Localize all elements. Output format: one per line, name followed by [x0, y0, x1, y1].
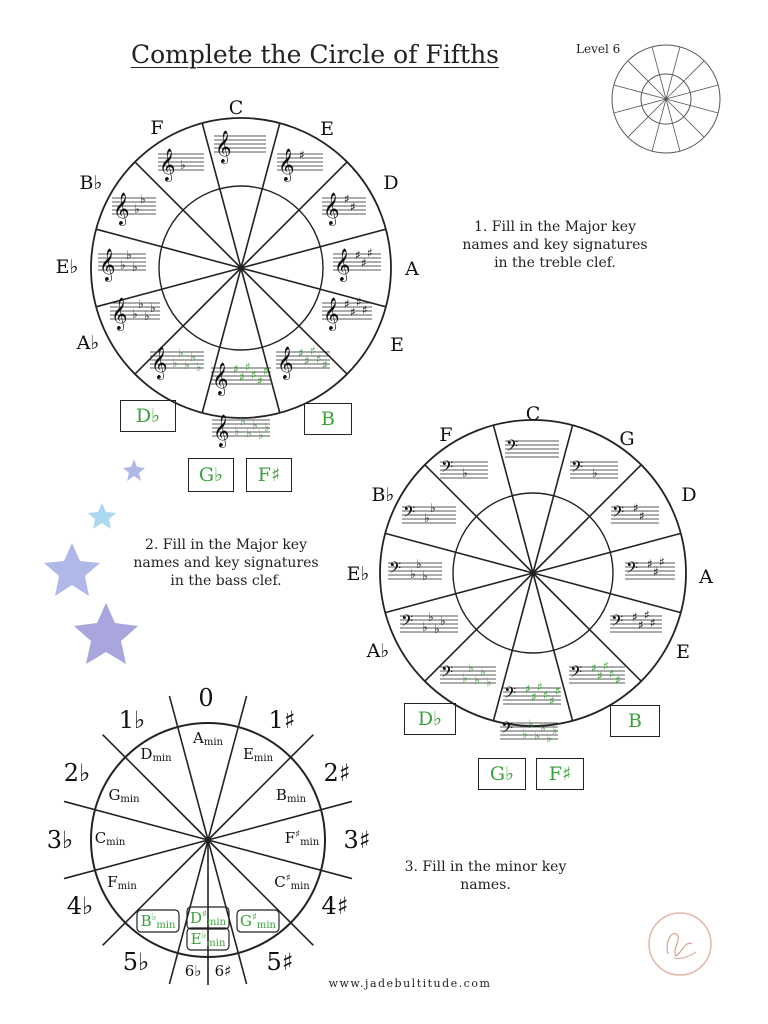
- svg-text:♯: ♯: [233, 362, 239, 376]
- mini-circle-diagram: [608, 43, 724, 159]
- svg-text:♭: ♭: [428, 610, 434, 624]
- svg-text:♭: ♭: [522, 727, 528, 741]
- key-signature: [110, 297, 160, 331]
- svg-text:♯: ♯: [653, 565, 659, 579]
- instruction-3: 3. Fill in the minor key names.: [404, 859, 567, 893]
- treble-clef-icon: 𝄞: [277, 346, 294, 379]
- key-label: A♭: [76, 332, 100, 354]
- key-signature: [112, 192, 156, 226]
- svg-text:♯: ♯: [239, 370, 245, 384]
- key-signature: [150, 346, 204, 380]
- minor-key-label: Fmin: [107, 873, 137, 892]
- answer-box-b: B: [304, 403, 352, 435]
- svg-text:♭: ♭: [592, 466, 598, 480]
- bass-clef-icon: 𝄢: [441, 663, 454, 685]
- minor-key-label: $E^♭_{min}$: [190, 930, 226, 949]
- key-label: E♭: [55, 256, 79, 278]
- star-icon: [123, 459, 145, 481]
- key-label: F: [439, 424, 453, 446]
- key-label: E: [676, 641, 690, 663]
- key-signature: [440, 661, 496, 689]
- svg-text:♭: ♭: [422, 569, 428, 583]
- key-signature: [440, 458, 488, 480]
- treble-clef-icon: 𝄞: [113, 192, 130, 225]
- accidental-count: 1♯: [268, 706, 296, 734]
- treble-clef-icon: 𝄞: [278, 148, 295, 181]
- minor-key-label: $G^♯_{min}$: [240, 912, 276, 931]
- key-signature: [611, 501, 659, 525]
- accidental-count: 2♯: [323, 759, 351, 787]
- bass-clef-icon: 𝄢: [506, 437, 519, 459]
- answer-box-g-flat-bass: G♭: [478, 758, 526, 790]
- svg-text:♭: ♭: [134, 202, 140, 216]
- slice-divider: [135, 162, 241, 268]
- svg-text:♯: ♯: [355, 248, 361, 262]
- key-signature: [212, 414, 270, 448]
- svg-text:♭: ♭: [546, 731, 552, 745]
- key-signature: [388, 557, 442, 583]
- bass-clef-icon: 𝄢: [611, 612, 624, 634]
- slice-divider: [241, 268, 386, 307]
- bass-clef-icon: 𝄢: [401, 612, 414, 634]
- treble-clef-icon: 𝄞: [334, 248, 351, 281]
- key-signature: [570, 458, 618, 480]
- answer-box-b-bass: B: [610, 705, 660, 737]
- treble-clef-icon: 𝄞: [111, 297, 128, 330]
- slice-divider: [208, 801, 352, 840]
- svg-text:♭: ♭: [552, 723, 558, 737]
- minor-key-label: Bmin: [275, 786, 307, 805]
- bass-clef-icon: 𝄢: [441, 458, 454, 480]
- slice-divider: [64, 801, 208, 840]
- svg-text:♭: ♭: [140, 192, 146, 206]
- key-label: A: [699, 566, 713, 588]
- star-icon: [74, 603, 138, 664]
- svg-text:♯: ♯: [659, 555, 665, 569]
- svg-text:♯: ♯: [531, 690, 537, 704]
- key-label: C: [525, 403, 541, 425]
- svg-text:♭: ♭: [132, 260, 138, 274]
- key-label: A♭: [366, 640, 390, 662]
- svg-text:♭: ♭: [434, 622, 440, 636]
- svg-text:♭: ♭: [410, 567, 416, 581]
- svg-text:♯: ♯: [555, 684, 561, 698]
- svg-text:♯: ♯: [543, 688, 549, 702]
- accidental-count: 3♭: [46, 826, 74, 854]
- key-signature: [505, 437, 559, 459]
- svg-text:♭: ♭: [440, 614, 446, 628]
- svg-text:♭: ♭: [422, 620, 428, 634]
- key-signature: [322, 192, 366, 226]
- svg-text:♭: ♭: [258, 428, 264, 442]
- svg-text:♯: ♯: [367, 246, 373, 260]
- accidental-count: 4♭: [66, 892, 94, 920]
- svg-text:♯: ♯: [322, 358, 328, 372]
- answer-box-f-sharp: F♯: [246, 458, 292, 492]
- svg-text:♯: ♯: [263, 364, 269, 378]
- slice-divider: [64, 840, 208, 879]
- svg-text:♭: ♭: [252, 418, 258, 432]
- bass-clef-icon: 𝄢: [612, 503, 625, 525]
- key-signature: [569, 659, 625, 687]
- key-label: E: [320, 118, 334, 140]
- minor-key-label: Dmin: [140, 745, 172, 764]
- bass-circle: [340, 395, 768, 795]
- svg-text:♯: ♯: [615, 673, 621, 687]
- svg-text:♯: ♯: [344, 192, 350, 206]
- minor-key-label: $F^♯_{min}$: [284, 829, 320, 848]
- svg-text:♭: ♭: [462, 466, 468, 480]
- slice-divider: [241, 268, 280, 413]
- instruction-2: 2. Fill in the Major key names and key signatures in the bass clef.: [133, 537, 319, 589]
- answer-box-d-flat: D♭: [120, 400, 176, 432]
- key-signature: [98, 248, 146, 282]
- svg-text:♯: ♯: [251, 368, 257, 382]
- svg-text:♭: ♭: [486, 675, 492, 689]
- bass-clef-icon: 𝄢: [626, 559, 639, 581]
- svg-text:♭: ♭: [462, 671, 468, 685]
- key-signature: [277, 148, 323, 182]
- svg-text:♯: ♯: [537, 680, 543, 694]
- accidental-count: 5♯: [266, 948, 294, 976]
- svg-text:♭: ♭: [480, 665, 486, 679]
- svg-text:♯: ♯: [350, 305, 356, 319]
- treble-clef-icon: 𝄞: [212, 362, 229, 395]
- svg-text:♯: ♯: [632, 610, 638, 624]
- answer-box-d-flat-bass: D♭: [404, 703, 456, 735]
- svg-text:♭: ♭: [234, 424, 240, 438]
- svg-text:♯: ♯: [257, 374, 263, 388]
- bass-clef-icon: 𝄢: [571, 458, 584, 480]
- bass-clef-icon: 𝄢: [570, 663, 583, 685]
- svg-text:♯: ♯: [245, 360, 251, 374]
- accidental-count: 5♭: [122, 948, 150, 976]
- slice-divider: [208, 696, 247, 840]
- key-signature: [400, 610, 458, 636]
- svg-text:♭: ♭: [430, 501, 436, 515]
- key-signature: [211, 360, 271, 396]
- svg-text:♯: ♯: [609, 667, 615, 681]
- key-label: C: [228, 97, 244, 119]
- svg-text:♯: ♯: [361, 256, 367, 270]
- slice-divider: [241, 123, 280, 268]
- svg-text:♭: ♭: [132, 307, 138, 321]
- svg-text:♭: ♭: [264, 420, 270, 434]
- svg-text:♯: ♯: [344, 297, 350, 311]
- svg-text:♯: ♯: [603, 659, 609, 673]
- treble-clef-icon: 𝄞: [215, 130, 232, 163]
- slice-divider: [533, 425, 573, 573]
- key-signature: [503, 680, 561, 708]
- svg-text:♭: ♭: [144, 309, 150, 323]
- key-label: E: [390, 334, 404, 356]
- svg-text:♭: ♭: [178, 346, 184, 360]
- key-label: G: [619, 428, 635, 450]
- level-label: Level 6: [576, 42, 621, 56]
- key-signature: [402, 501, 456, 525]
- slice-divider: [533, 573, 641, 681]
- treble-clef-icon: 𝄞: [151, 346, 168, 379]
- svg-text:♭: ♭: [416, 557, 422, 571]
- minor-key-label: Gmin: [108, 786, 140, 805]
- key-signature: [158, 148, 204, 182]
- treble-clef-icon: 𝄞: [99, 248, 116, 281]
- accidental-count: 4♯: [321, 892, 349, 920]
- answer-box-f-sharp-bass: F♯: [536, 758, 584, 790]
- svg-text:♯: ♯: [549, 694, 555, 708]
- bass-clef-icon: 𝄢: [504, 684, 517, 706]
- accidental-count: 6♭: [184, 962, 202, 980]
- page-title: Complete the Circle of Fifths: [131, 40, 499, 69]
- key-label: D: [383, 172, 399, 194]
- minor-key-label: $B^♭_{min}$: [140, 912, 176, 931]
- key-signature: [625, 555, 675, 581]
- slice-divider: [169, 696, 208, 840]
- key-signature: [333, 246, 381, 282]
- key-label: B♭: [79, 172, 103, 194]
- minor-key-label: Emin: [242, 745, 274, 764]
- minor-key-label: $D^♯_{min}$: [190, 909, 226, 928]
- svg-text:♭: ♭: [468, 661, 474, 675]
- svg-text:♯: ♯: [525, 682, 531, 696]
- svg-text:♯: ♯: [638, 618, 644, 632]
- svg-text:♯: ♯: [633, 501, 639, 515]
- key-signature: [610, 608, 662, 634]
- svg-text:♯: ♯: [299, 148, 305, 162]
- star-icon: [44, 543, 100, 596]
- svg-text:♯: ♯: [350, 200, 356, 214]
- svg-text:♭: ♭: [240, 414, 246, 428]
- svg-text:♭: ♭: [190, 350, 196, 364]
- slice-divider: [208, 735, 313, 840]
- svg-text:♭: ♭: [424, 511, 430, 525]
- logo-icon: [646, 910, 714, 978]
- svg-text:♯: ♯: [597, 669, 603, 683]
- key-label: D: [681, 484, 697, 506]
- svg-text:♯: ♯: [591, 661, 597, 675]
- svg-text:♭: ♭: [528, 717, 534, 731]
- svg-text:♭: ♭: [138, 297, 144, 311]
- minor-key-label: Amin: [193, 729, 223, 748]
- svg-text:♭: ♭: [246, 426, 252, 440]
- svg-text:♭: ♭: [184, 358, 190, 372]
- treble-clef-icon: 𝄞: [213, 414, 230, 447]
- svg-text:♯: ♯: [639, 509, 645, 523]
- bass-clef-icon: 𝄢: [403, 503, 416, 525]
- svg-text:♭: ♭: [540, 721, 546, 735]
- svg-text:♯: ♯: [304, 354, 310, 368]
- svg-text:♭: ♭: [126, 248, 132, 262]
- svg-text:♭: ♭: [534, 729, 540, 743]
- accidental-count: 1♭: [118, 706, 146, 734]
- minor-circle: [30, 680, 390, 990]
- website-url: www.jadebultitude.com: [328, 977, 492, 990]
- minor-key-label: Cmin: [94, 829, 126, 848]
- key-label: F: [150, 117, 164, 139]
- svg-text:♯: ♯: [650, 616, 656, 630]
- svg-text:♯: ♯: [647, 557, 653, 571]
- key-signature: [214, 130, 266, 164]
- treble-clef-icon: 𝄞: [323, 192, 340, 225]
- star-icon: [88, 503, 116, 529]
- key-label: E♭: [346, 563, 370, 585]
- accidental-count: 6♯: [214, 962, 232, 980]
- svg-text:♯: ♯: [298, 346, 304, 360]
- svg-text:♭: ♭: [180, 158, 186, 172]
- svg-text:♭: ♭: [120, 258, 126, 272]
- svg-text:♯: ♯: [316, 352, 322, 366]
- accidental-count: 0: [198, 684, 214, 712]
- minor-key-label: $C^♯_{min}$: [274, 873, 310, 892]
- answer-box-g-flat: G♭: [188, 458, 234, 492]
- svg-text:♯: ♯: [356, 295, 362, 309]
- key-signature: [500, 717, 558, 745]
- key-label: B♭: [371, 484, 395, 506]
- accidental-count: 3♯: [343, 826, 371, 854]
- svg-text:♭: ♭: [196, 360, 202, 374]
- key-label: A: [405, 258, 419, 280]
- svg-text:♯: ♯: [362, 303, 368, 317]
- svg-text:♭: ♭: [172, 356, 178, 370]
- svg-text:♭: ♭: [150, 301, 156, 315]
- bass-clef-icon: 𝄢: [501, 719, 514, 741]
- accidental-count: 2♭: [63, 759, 91, 787]
- svg-text:♯: ♯: [310, 344, 316, 358]
- svg-text:♭: ♭: [474, 673, 480, 687]
- bass-clef-icon: 𝄢: [389, 559, 402, 581]
- treble-clef-icon: 𝄞: [323, 297, 340, 330]
- instruction-1: 1. Fill in the Major key names and key signatures in the treble clef.: [462, 219, 648, 271]
- treble-clef-icon: 𝄞: [159, 148, 176, 181]
- svg-text:♯: ♯: [644, 608, 650, 622]
